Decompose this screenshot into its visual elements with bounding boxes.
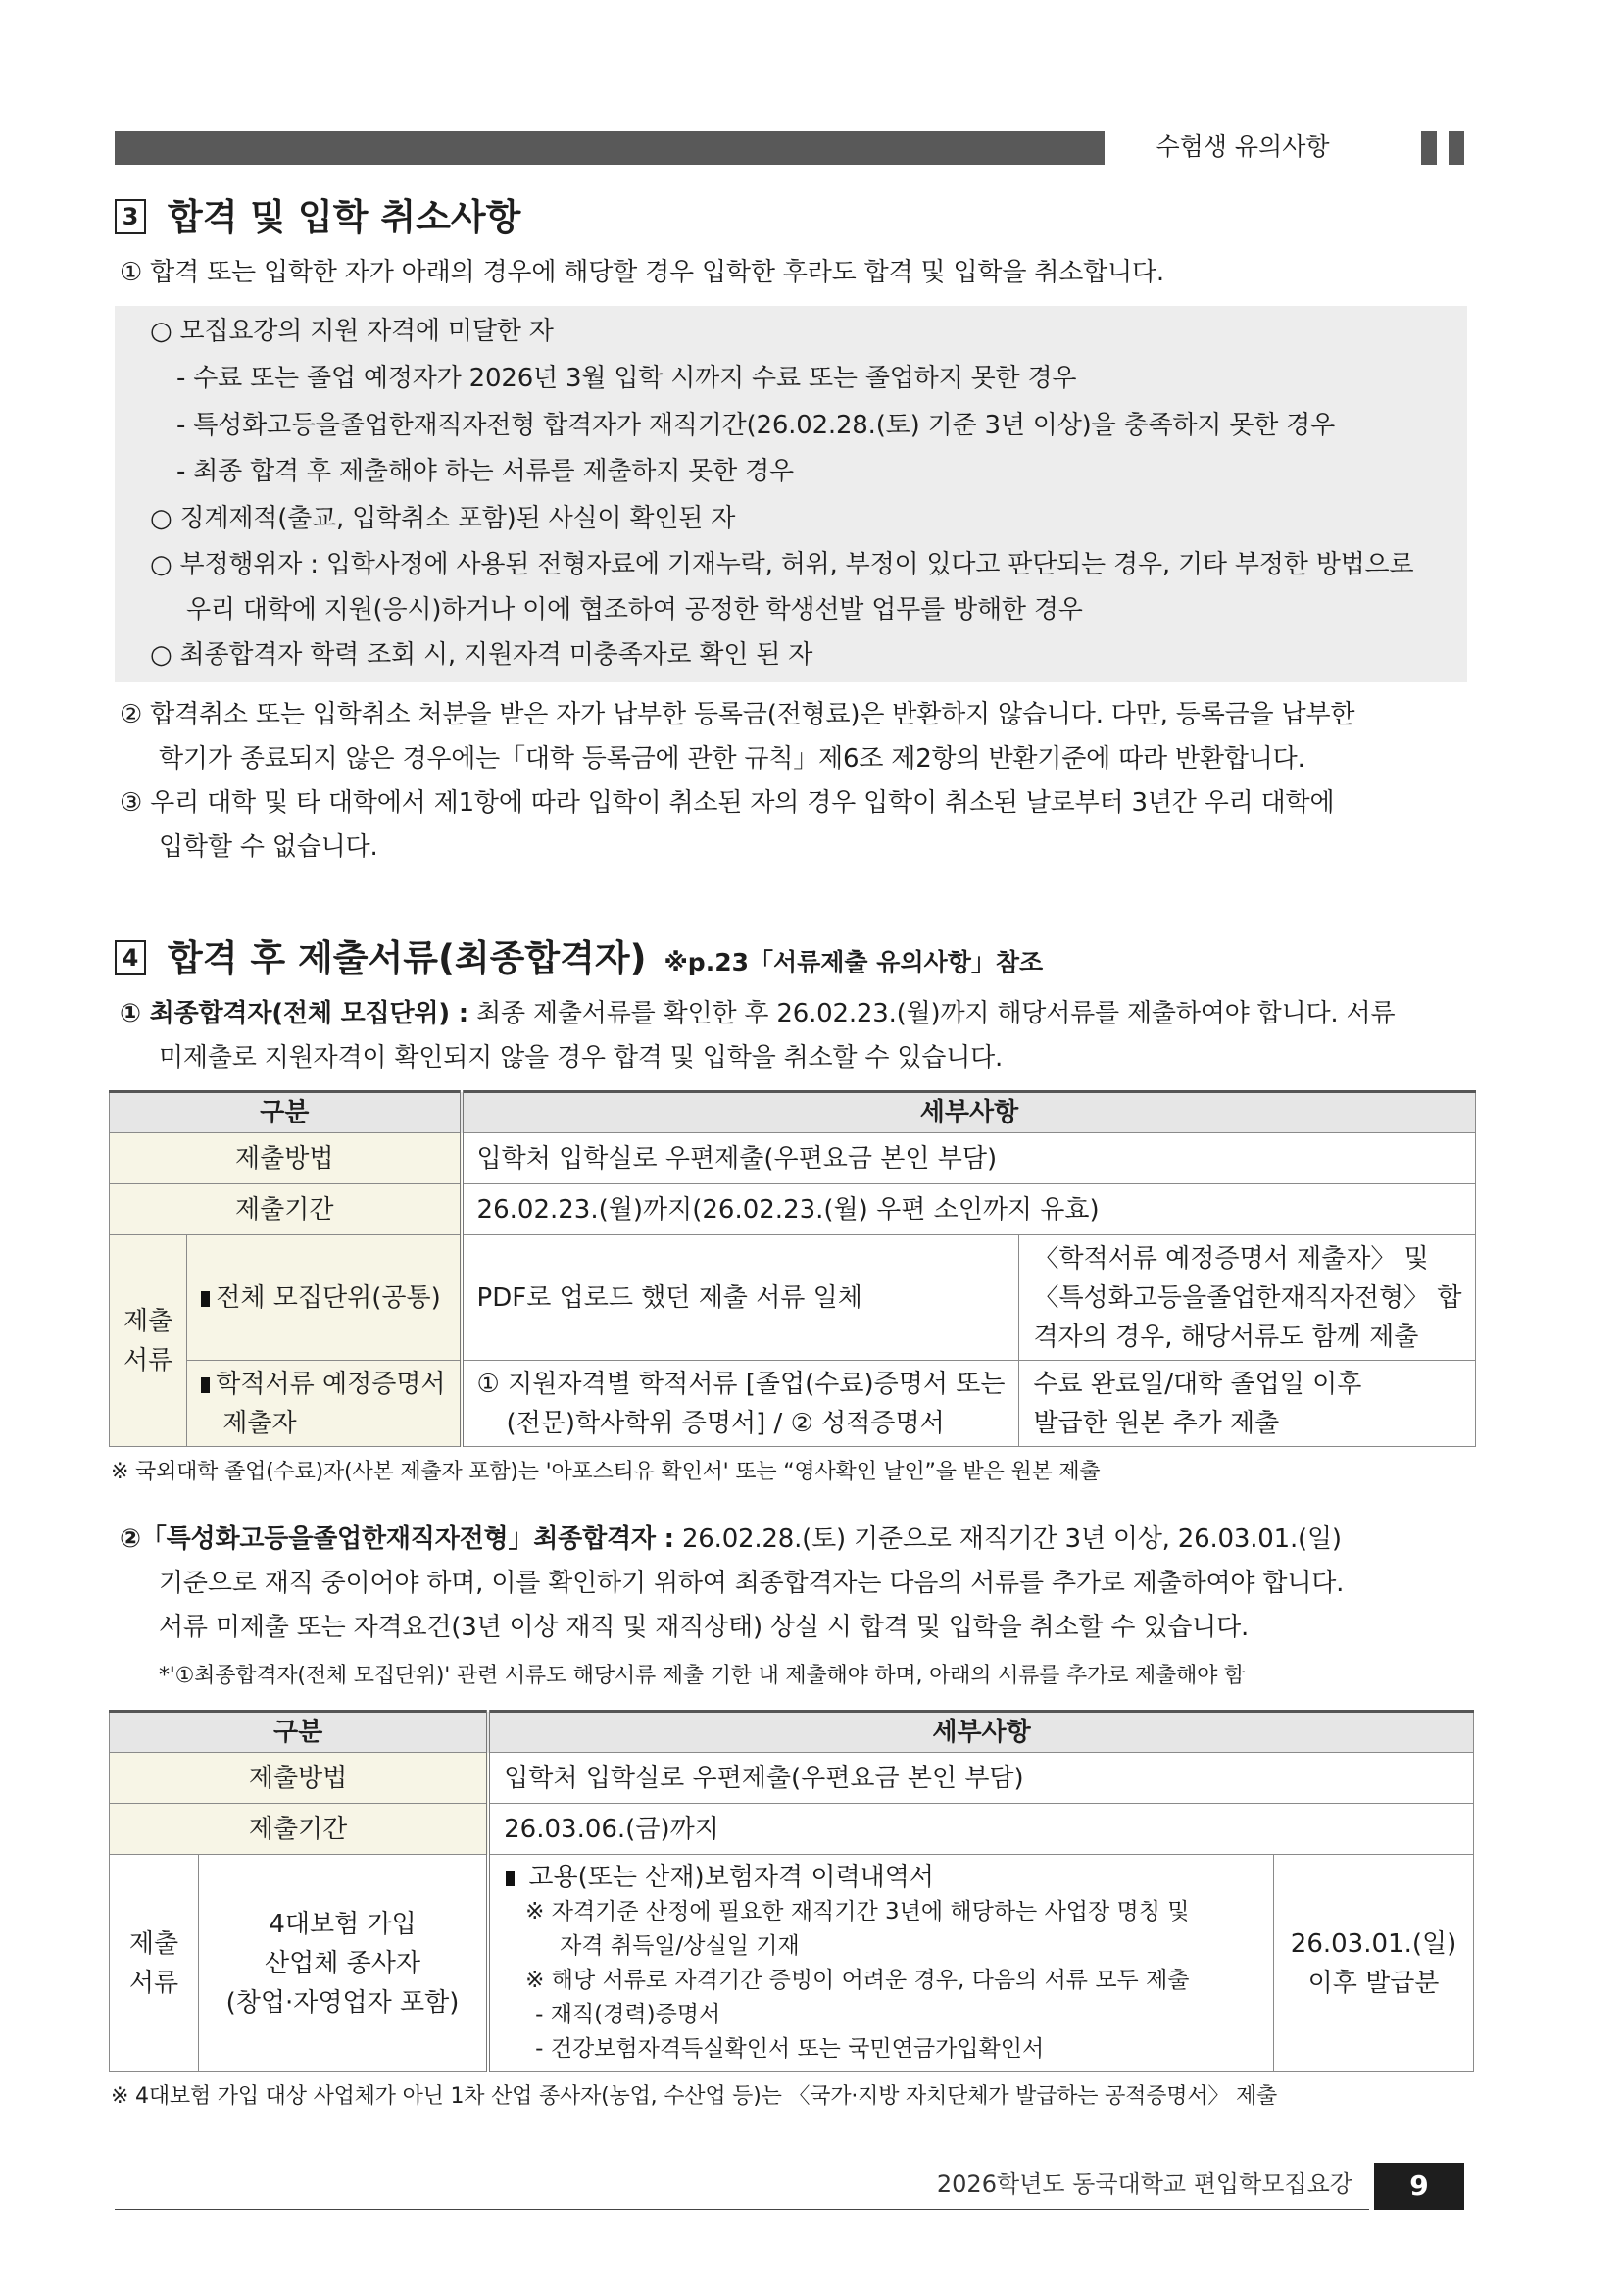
method-label: 제출방법 xyxy=(110,1133,462,1184)
table-row xyxy=(110,1361,1476,1447)
section3-item1: ① 합격 또는 입학한 자가 아래의 경우에 해당할 경우 입학한 후라도 합격 및 입학을 취소합니다. xyxy=(120,258,1164,287)
section3-item2-line: ② 합격취소 또는 입학취소 처분을 받은 자가 납부한 등록금(전형료)은 반환하지 않습니다. 다만, 등록금을 납부한 xyxy=(120,700,1355,729)
header-tab-mark xyxy=(1449,131,1464,165)
header-category: 구분 xyxy=(110,1092,462,1133)
method-label: 제출방법 xyxy=(110,1753,489,1804)
section3-number: 3 xyxy=(115,199,146,234)
section4-title-text: 합격 후 제출서류(최종합격자) xyxy=(168,937,647,979)
table2-footnote: ※ 4대보험 가입 대상 사업체가 아닌 1차 산업 종사자(농업, 수산업 등)는 〈국가·지방 자치단체가 발급하는 공적증명서〉 제출 xyxy=(111,2084,1278,2109)
section3-item3-line: ③ 우리 대학 및 타 대학에서 제1항에 따라 입학이 취소된 자의 경우 입학이 취소된 날로부터 3년간 우리 대학에 xyxy=(120,788,1335,818)
table-row xyxy=(110,1753,1474,1804)
page-number: 9 xyxy=(1374,2163,1464,2210)
condition-line: ○ 모집요강의 지원 자격에 미달한 자 xyxy=(150,317,554,346)
vocational-docs-table xyxy=(109,1710,1474,2072)
docs-label: 제출 서류 xyxy=(110,1855,199,2072)
section3-item2-line: 학기가 종료되지 않은 경우에는「대학 등록금에 관한 규칙」제6조 제2항의 반환기준에 따라 반환합니다. xyxy=(159,744,1305,774)
square-bullet-icon xyxy=(506,1871,515,1886)
item2-bold: ②「특성화고등을졸업한재직자전형」최종합격자 : xyxy=(120,1524,674,1554)
square-bullet-icon xyxy=(201,1377,210,1393)
section4-item2 xyxy=(120,1518,1342,1561)
condition-line: ○ 최종합격자 학력 조회 시, 지원자격 미충족자로 확인 된 자 xyxy=(150,640,813,670)
section4-number: 4 xyxy=(115,940,146,975)
header-label: 수험생 유의사항 xyxy=(1156,132,1330,161)
table-row xyxy=(110,1855,1474,2072)
table-row xyxy=(110,1804,1474,1855)
unit-expected-cert: 학적서류 예정증명서 제출자 xyxy=(187,1361,462,1447)
final-docs-table xyxy=(109,1090,1476,1447)
period-value: 26.02.23.(월)까지(26.02.23.(월) 우편 소인까지 유효) xyxy=(462,1184,1476,1235)
header-details: 세부사항 xyxy=(462,1092,1476,1133)
section4-item2-line: 서류 미제출 또는 자격요건(3년 이상 재직 및 재직상태) 상실 시 합격 및 입학을 취소할 수 있습니다. xyxy=(159,1613,1250,1642)
table-row xyxy=(110,1235,1476,1361)
table-row xyxy=(110,1133,1476,1184)
item2-rest: 26.02.28.(토) 기준으로 재직기간 3년 이상, 26.03.01.(일) xyxy=(673,1524,1342,1554)
header-tab-mark xyxy=(1421,131,1437,165)
section3-item3-line: 입학할 수 없습니다. xyxy=(159,832,378,862)
issue-date: 26.03.01.(일) 이후 발급분 xyxy=(1274,1855,1474,2072)
docs-label: 제출 서류 xyxy=(110,1235,187,1447)
condition-line: - 특성화고등을졸업한재직자전형 합격자가 재직기간(26.02.28.(토) 기준 3년 이상)을 충족하지 못한 경우 xyxy=(176,411,1336,440)
period-label: 제출기간 xyxy=(110,1804,489,1855)
header-details: 세부사항 xyxy=(488,1712,1473,1753)
condition-line: - 수료 또는 졸업 예정자가 2026년 3월 입학 시까지 수료 또는 졸업하지 못한 경우 xyxy=(176,364,1077,393)
detail-list: 고용(또는 산재)보험자격 이력내역서 ※ 자격기준 산정에 필요한 재직기간 3년에 해당하는 사업장 명칭 및 자격 취득일/상실일 기재 ※ 해당 서류로 자격기간 증빙이 어려운 경우, 다음의 서류 모두 제출 - 재직(경력)증명서 - 건강보험자격득실확인서 또는 국민연금가입확인서 xyxy=(488,1855,1273,2072)
row2-doc: ① 지원자격별 학적서류 [졸업(수료)증명서 또는 (전문)학사학위 증명서] / ② 성적증명서 xyxy=(462,1361,1019,1447)
period-label: 제출기간 xyxy=(110,1184,462,1235)
method-value: 입학처 입학실로 우편제출(우편요금 본인 부담) xyxy=(462,1133,1476,1184)
section4-item1-line2: 미제출로 지원자격이 확인되지 않을 경우 합격 및 입학을 취소할 수 있습니다. xyxy=(159,1043,1004,1073)
method-value: 입학처 입학실로 우편제출(우편요금 본인 부담) xyxy=(488,1753,1473,1804)
period-value: 26.03.06.(금)까지 xyxy=(488,1804,1473,1855)
section3-title-text: 합격 및 입학 취소사항 xyxy=(168,196,521,238)
row1-doc: PDF로 업로드 했던 제출 서류 일체 xyxy=(462,1235,1019,1361)
condition-line: 우리 대학에 지원(응시)하거나 이에 협조하여 공정한 학생선발 업무를 방해한 경우 xyxy=(186,595,1083,624)
table1-footnote: ※ 국외대학 졸업(수료)자(사본 제출자 포함)는 '아포스티유 확인서' 또는 “영사확인 날인”을 받은 원본 제출 xyxy=(111,1460,1101,1484)
table-row xyxy=(110,1184,1476,1235)
footer-title: 2026학년도 동국대학교 편입학모집요강 xyxy=(936,2171,1352,2198)
section4-title xyxy=(115,933,1043,988)
row2-note: 수료 완료일/대학 졸업일 이후 발급한 원본 추가 제출 xyxy=(1019,1361,1476,1447)
table-header-row xyxy=(110,1092,1476,1133)
section4-reference-note: ※p.23「서류제출 유의사항」참조 xyxy=(664,948,1044,976)
item1-rest: 최종 제출서류를 확인한 후 26.02.23.(월)까지 해당서류를 제출하여야 합니다. 서류 xyxy=(468,999,1396,1028)
header-bar xyxy=(115,131,1105,165)
row1-note: 〈학적서류 예정증명서 제출자〉 및 〈특성화고등을졸업한재직자전형〉 합 격자의 경우, 해당서류도 함께 제출 xyxy=(1019,1235,1476,1361)
section3-title xyxy=(115,192,520,243)
square-bullet-icon xyxy=(201,1291,210,1307)
section4-item2-line: 기준으로 재직 중이어야 하며, 이를 확인하기 위하여 최종합격자는 다음의 서류를 추가로 제출하여야 합니다. xyxy=(159,1569,1345,1598)
item1-bold: ① 최종합격자(전체 모집단위) : xyxy=(120,999,469,1028)
condition-line: ○ 부정행위자 : 입학사정에 사용된 전형자료에 기재누락, 허위, 부정이 있다고 판단되는 경우, 기타 부정한 방법으로 xyxy=(150,550,1414,579)
header-category: 구분 xyxy=(110,1712,489,1753)
condition-line: - 최종 합격 후 제출해야 하는 서류를 제출하지 못한 경우 xyxy=(176,457,794,486)
section4-item2-small-note: *'①최종합격자(전체 모집단위)' 관련 서류도 해당서류 제출 기한 내 제출해야 하며, 아래의 서류를 추가로 제출해야 함 xyxy=(159,1664,1246,1688)
footer-rule xyxy=(115,2209,1369,2210)
section4-item1 xyxy=(120,992,1395,1035)
table-header-row xyxy=(110,1712,1474,1753)
unit-all: 전체 모집단위(공통) xyxy=(187,1235,462,1361)
condition-line: ○ 징계제적(출교, 입학취소 포함)된 사실이 확인된 자 xyxy=(150,504,736,533)
unit-insured-worker: 4대보험 가입 산업체 종사자 (창업·자영업자 포함) xyxy=(198,1855,488,2072)
